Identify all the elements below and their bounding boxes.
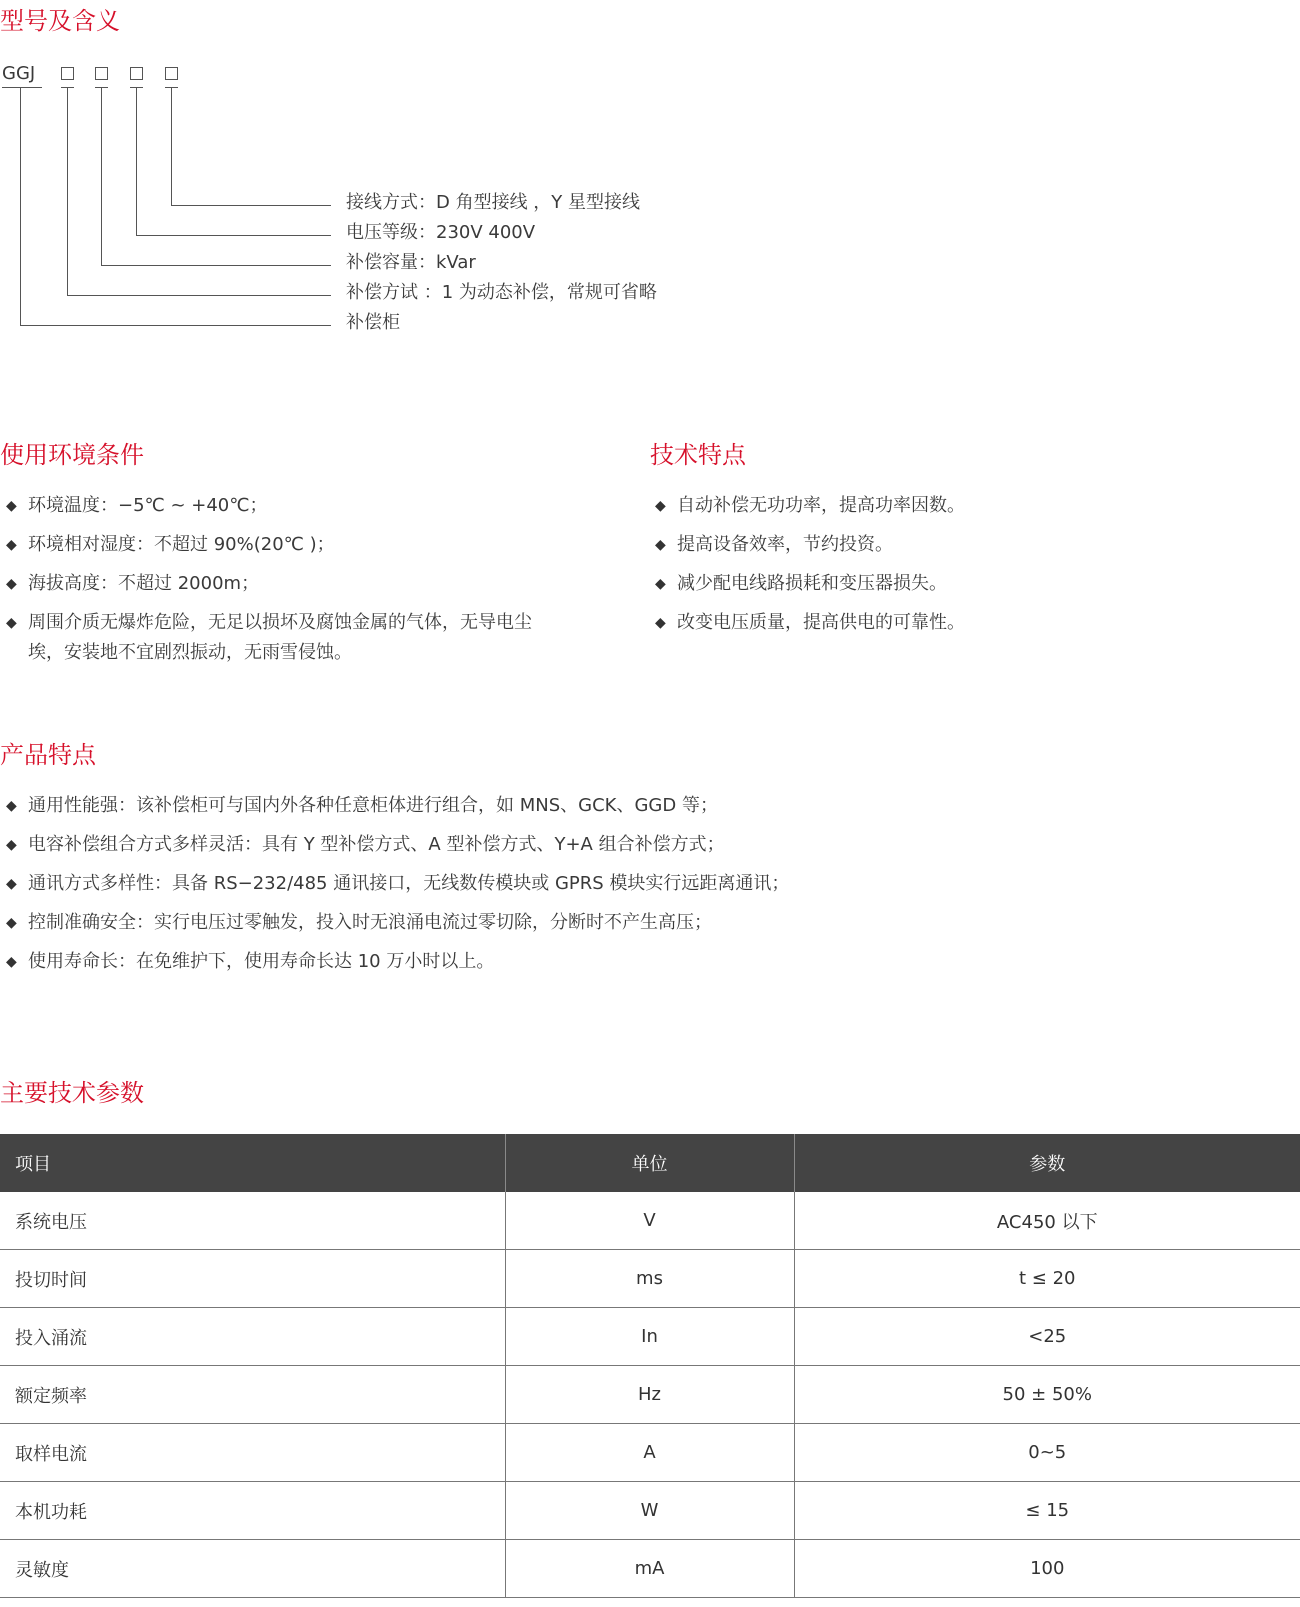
row-item: 投入涌流	[0, 1308, 505, 1366]
row-value: 50 ± 50%	[794, 1366, 1300, 1424]
diamond-bullet-icon: ◆	[6, 876, 17, 892]
row-value: <25	[794, 1308, 1300, 1366]
row-unit: V	[505, 1192, 794, 1250]
list-item: ◆ 周围介质无爆炸危险，无足以损坏及腐蚀金属的气体，无导电尘埃，安装地不宜剧烈振动，无雨雪侵蚀。	[2, 608, 562, 668]
list-item: ◆ 环境相对湿度：不超过 90%(20℃ )；	[2, 530, 562, 560]
header-item: 项目	[0, 1134, 505, 1192]
row-item: 灵敏度	[0, 1540, 505, 1598]
product-section-title: 产品特点	[0, 741, 96, 769]
diamond-bullet-icon: ◆	[6, 537, 17, 553]
list-item: ◆ 自动补偿无功功率，提高功率因数。	[651, 491, 1251, 521]
environment-section-title: 使用环境条件	[0, 441, 144, 469]
diamond-bullet-icon: ◆	[6, 498, 17, 514]
table-row	[0, 1424, 1300, 1482]
model-label-wiring: 接线方式：D 角型接线 ，Y 星型接线	[346, 192, 641, 213]
diamond-bullet-icon: ◆	[6, 915, 17, 931]
diamond-bullet-icon: ◆	[655, 537, 666, 553]
list-item: ◆ 减少配电线路损耗和变压器损失。	[651, 569, 1251, 599]
row-value: t ≤ 20	[794, 1250, 1300, 1308]
environment-list	[2, 491, 562, 677]
table-row	[0, 1482, 1300, 1540]
table-row	[0, 1308, 1300, 1366]
model-slot-2-icon	[95, 67, 108, 80]
list-item: ◆ 电容补偿组合方式多样灵活：具有 Y 型补偿方式、A 型补偿方式、Y+A 组合补偿方式；	[2, 830, 1202, 860]
params-table	[0, 1134, 1300, 1598]
diamond-bullet-icon: ◆	[6, 615, 17, 631]
row-unit: ms	[505, 1250, 794, 1308]
model-slot-4-icon	[165, 67, 178, 80]
model-label-voltage: 电压等级：230V 400V	[346, 222, 536, 243]
table-row	[0, 1192, 1300, 1250]
table-header-row	[0, 1134, 1300, 1192]
list-item: ◆ 改变电压质量，提高供电的可靠性。	[651, 608, 1251, 638]
tech-section-title: 技术特点	[650, 441, 746, 469]
model-slot-1-icon	[61, 67, 74, 80]
row-item: 投切时间	[0, 1250, 505, 1308]
list-item: ◆ 控制准确安全：实行电压过零触发，投入时无浪涌电流过零切除，分断时不产生高压；	[2, 908, 1202, 938]
header-value: 参数	[794, 1134, 1300, 1192]
row-value: AC450 以下	[794, 1192, 1300, 1250]
table-row	[0, 1540, 1300, 1598]
list-item: ◆ 通讯方式多样性：具备 RS−232/485 通讯接口，无线数传模块或 GPRS 模块实行远距离通讯；	[2, 869, 1202, 899]
row-item: 取样电流	[0, 1424, 505, 1482]
diamond-bullet-icon: ◆	[6, 576, 17, 592]
diamond-bullet-icon: ◆	[655, 498, 666, 514]
diamond-bullet-icon: ◆	[6, 954, 17, 970]
diamond-bullet-icon: ◆	[6, 837, 17, 853]
model-label-capacity: 补偿容量：kVar	[346, 252, 476, 273]
row-unit: A	[505, 1424, 794, 1482]
list-item: ◆ 环境温度：−5℃ ~ +40℃；	[2, 491, 562, 521]
model-slot-3-icon	[130, 67, 143, 80]
tech-list	[651, 491, 1251, 647]
row-item: 额定频率	[0, 1366, 505, 1424]
model-label-cabinet: 补偿柜	[346, 312, 400, 333]
list-item: ◆ 海拔高度：不超过 2000m；	[2, 569, 562, 599]
row-item: 本机功耗	[0, 1482, 505, 1540]
header-unit: 单位	[505, 1134, 794, 1192]
diamond-bullet-icon: ◆	[655, 576, 666, 592]
row-unit: Hz	[505, 1366, 794, 1424]
diamond-bullet-icon: ◆	[6, 798, 17, 814]
row-unit: In	[505, 1308, 794, 1366]
list-item: ◆ 使用寿命长：在免维护下，使用寿命长达 10 万小时以上。	[2, 947, 1202, 977]
row-unit: W	[505, 1482, 794, 1540]
row-item: 系统电压	[0, 1192, 505, 1250]
model-label-compensation-mode: 补偿方试 ：1 为动态补偿，常规可省略	[346, 282, 657, 303]
product-list	[2, 791, 1202, 986]
row-value: 100	[794, 1540, 1300, 1598]
row-value: ≤ 15	[794, 1482, 1300, 1540]
list-item: ◆ 提高设备效率，节约投资。	[651, 530, 1251, 560]
diamond-bullet-icon: ◆	[655, 615, 666, 631]
params-section-title: 主要技术参数	[0, 1079, 144, 1107]
table-row	[0, 1366, 1300, 1424]
row-unit: mA	[505, 1540, 794, 1598]
row-value: 0~5	[794, 1424, 1300, 1482]
list-item: ◆ 通用性能强：该补偿柜可与国内外各种任意柜体进行组合，如 MNS、GCK、GGD 等；	[2, 791, 1202, 821]
table-row	[0, 1250, 1300, 1308]
model-prefix: GGJ	[2, 63, 36, 84]
model-section-title: 型号及含义	[0, 7, 120, 35]
